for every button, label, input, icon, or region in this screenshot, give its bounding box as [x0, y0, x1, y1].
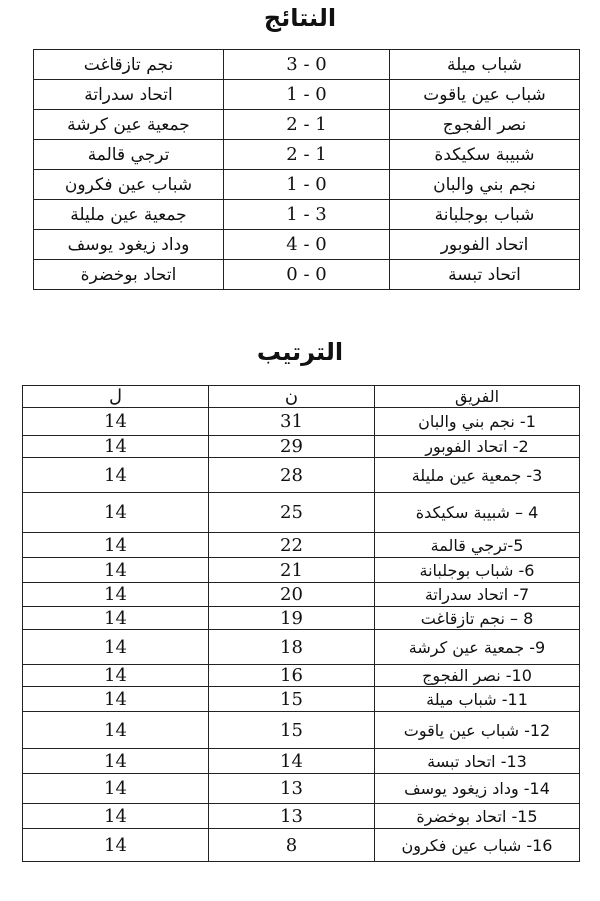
- team-played: 14: [23, 607, 209, 630]
- team-name: 14- وداد زيغود يوسف: [375, 774, 580, 804]
- match-score: 2 - 1: [224, 110, 390, 140]
- team-played: 14: [23, 829, 209, 862]
- standings-row: [23, 558, 580, 583]
- result-row: [34, 50, 580, 80]
- away-team: جمعية عين كرشة: [34, 110, 224, 140]
- team-points: 21: [209, 558, 375, 583]
- home-team: شباب عين ياقوت: [390, 80, 580, 110]
- team-name: 9- جمعية عين كرشة: [375, 630, 580, 665]
- away-team: جمعية عين مليلة: [34, 200, 224, 230]
- team-name: 16- شباب عين فكرون: [375, 829, 580, 862]
- standings-row: [23, 533, 580, 558]
- header-team: الفريق: [375, 386, 580, 408]
- team-name: 8 – نجم تازقاغت: [375, 607, 580, 630]
- team-name: 4 – شبيبة سكيكدة: [375, 493, 580, 533]
- match-score: 4 - 0: [224, 230, 390, 260]
- standings-row: [23, 630, 580, 665]
- team-played: 14: [23, 712, 209, 749]
- home-team: اتحاد الفوبور: [390, 230, 580, 260]
- team-points: 25: [209, 493, 375, 533]
- team-name: 7- اتحاد سدراتة: [375, 583, 580, 607]
- standings-row: [23, 712, 580, 749]
- result-row: [34, 140, 580, 170]
- standings-row: [23, 583, 580, 607]
- team-points: 15: [209, 712, 375, 749]
- standings-row: [23, 607, 580, 630]
- standings-row: [23, 687, 580, 712]
- match-score: 3 - 0: [224, 50, 390, 80]
- standings-title: الترتيب: [256, 338, 344, 366]
- home-team: اتحاد تبسة: [390, 260, 580, 290]
- away-team: شباب عين فكرون: [34, 170, 224, 200]
- team-name: 6- شباب بوجلبانة: [375, 558, 580, 583]
- team-played: 14: [23, 774, 209, 804]
- standings-row: [23, 749, 580, 774]
- team-name: 5-ترجي قالمة: [375, 533, 580, 558]
- home-team: شباب ميلة: [390, 50, 580, 80]
- header-played: ل: [23, 386, 209, 408]
- team-points: 19: [209, 607, 375, 630]
- team-played: 14: [23, 749, 209, 774]
- away-team: اتحاد سدراتة: [34, 80, 224, 110]
- team-played: 14: [23, 804, 209, 829]
- team-played: 14: [23, 630, 209, 665]
- results-title: النتائج: [263, 4, 337, 32]
- team-name: 13- اتحاد تبسة: [375, 749, 580, 774]
- home-team: نصر الفجوج: [390, 110, 580, 140]
- team-points: 28: [209, 458, 375, 493]
- away-team: وداد زيغود يوسف: [34, 230, 224, 260]
- result-row: [34, 110, 580, 140]
- team-name: 2- اتحاد الفوبور: [375, 436, 580, 458]
- team-points: 18: [209, 630, 375, 665]
- team-name: 15- اتحاد بوخضرة: [375, 804, 580, 829]
- team-name: 1- نجم بني والبان: [375, 408, 580, 436]
- team-played: 14: [23, 408, 209, 436]
- result-row: [34, 260, 580, 290]
- home-team: شباب بوجلبانة: [390, 200, 580, 230]
- away-team: اتحاد بوخضرة: [34, 260, 224, 290]
- team-played: 14: [23, 687, 209, 712]
- standings-row: [23, 436, 580, 458]
- away-team: ترجي قالمة: [34, 140, 224, 170]
- header-points: ن: [209, 386, 375, 408]
- team-points: 22: [209, 533, 375, 558]
- standings-row: [23, 458, 580, 493]
- team-points: 8: [209, 829, 375, 862]
- team-played: 14: [23, 533, 209, 558]
- team-points: 13: [209, 804, 375, 829]
- away-team: نجم تازقاغت: [34, 50, 224, 80]
- match-score: 1 - 0: [224, 170, 390, 200]
- team-points: 16: [209, 665, 375, 687]
- standings-row: [23, 829, 580, 862]
- standings-table: [22, 385, 580, 862]
- results-table: [33, 49, 580, 290]
- match-score: 0 - 0: [224, 260, 390, 290]
- team-played: 14: [23, 558, 209, 583]
- team-points: 15: [209, 687, 375, 712]
- standings-header-row: [23, 386, 580, 408]
- match-score: 1 - 3: [224, 200, 390, 230]
- result-row: [34, 80, 580, 110]
- standings-row: [23, 774, 580, 804]
- result-row: [34, 170, 580, 200]
- result-row: [34, 200, 580, 230]
- standings-row: [23, 408, 580, 436]
- team-played: 14: [23, 583, 209, 607]
- team-points: 20: [209, 583, 375, 607]
- team-points: 29: [209, 436, 375, 458]
- team-name: 12- شباب عين ياقوت: [375, 712, 580, 749]
- standings-row: [23, 804, 580, 829]
- team-points: 31: [209, 408, 375, 436]
- standings-row: [23, 665, 580, 687]
- team-name: 3- جمعية عين مليلة: [375, 458, 580, 493]
- team-played: 14: [23, 458, 209, 493]
- team-points: 14: [209, 749, 375, 774]
- match-score: 2 - 1: [224, 140, 390, 170]
- team-name: 11- شباب ميلة: [375, 687, 580, 712]
- match-score: 1 - 0: [224, 80, 390, 110]
- result-row: [34, 230, 580, 260]
- standings-row: [23, 493, 580, 533]
- team-points: 13: [209, 774, 375, 804]
- team-played: 14: [23, 665, 209, 687]
- team-played: 14: [23, 436, 209, 458]
- team-played: 14: [23, 493, 209, 533]
- home-team: نجم بني والبان: [390, 170, 580, 200]
- team-name: 10- نصر الفجوج: [375, 665, 580, 687]
- home-team: شبيبة سكيكدة: [390, 140, 580, 170]
